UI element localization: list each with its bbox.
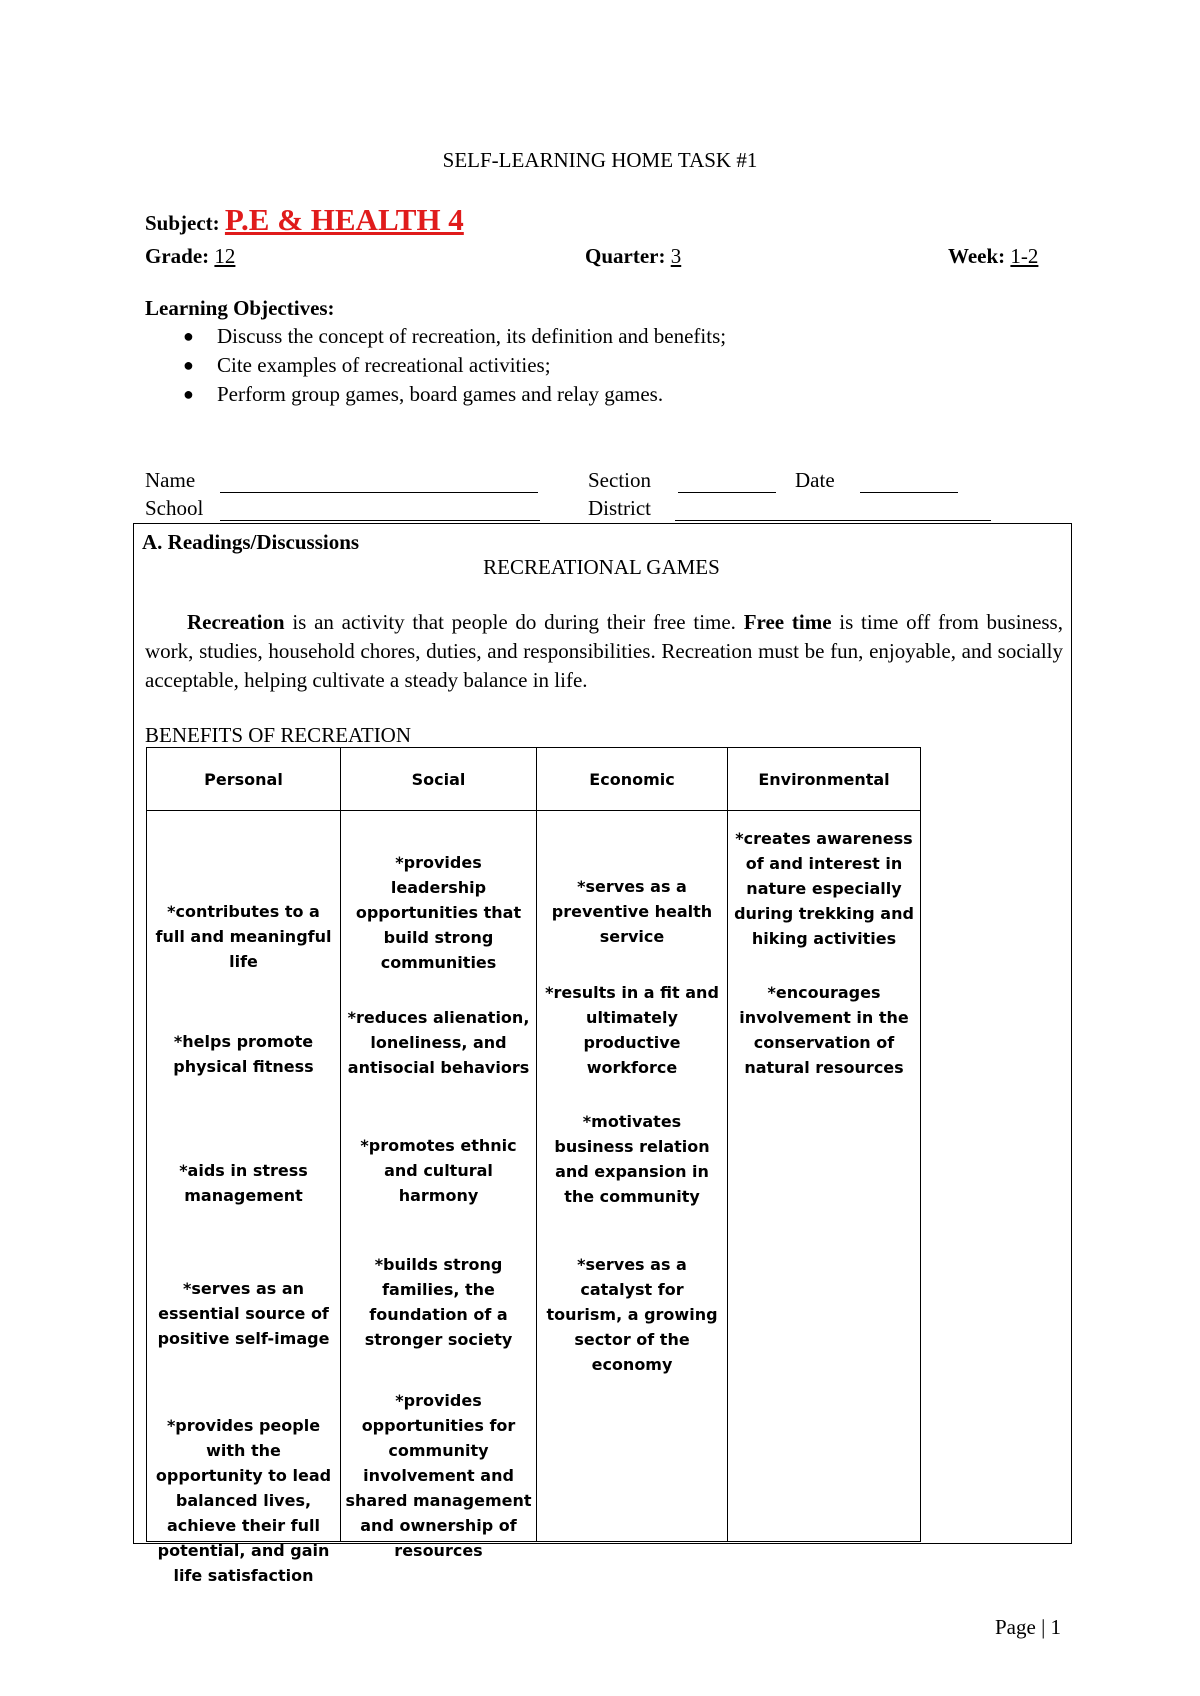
subject-label: Subject: — [145, 211, 220, 235]
grade-line — [145, 244, 235, 269]
objectives-title: Learning Objectives: — [145, 296, 335, 320]
list-item: *helps promote physical fitness — [173, 1032, 314, 1076]
objectives-list — [145, 322, 726, 409]
bullet-icon: ● — [183, 384, 194, 404]
subject-value: P.E & HEALTH 4 — [224, 202, 464, 237]
list-item: *promotes ethnic and cultural harmony — [360, 1136, 517, 1205]
quarter-label: Quarter: — [585, 244, 666, 268]
header-economic: Economic — [537, 748, 728, 811]
grade-value: 12 — [214, 244, 236, 268]
name-label: Name — [145, 468, 196, 492]
recreational-games-title: RECREATIONAL GAMES — [483, 555, 720, 579]
list-item: *reduces alienation, loneliness, and antisocial behaviors — [347, 1008, 530, 1077]
section-label: Section — [588, 468, 651, 492]
week-value: 1-2 — [1010, 244, 1039, 268]
list-item: *motivates business relation and expansion in the community — [554, 1112, 710, 1206]
section-field[interactable] — [678, 492, 776, 493]
list-item: *serves as a catalyst for tourism, a growing sector of the economy — [546, 1255, 718, 1374]
list-item: *creates awareness of and interest in nature especially during trekking and hiking activities — [734, 829, 914, 948]
list-item: *serves as a preventive health service — [551, 877, 713, 946]
list-item: *serves as an essential source of positive self-image — [157, 1279, 330, 1348]
section-a-heading: A. Readings/Discussions — [142, 530, 360, 554]
recreation-paragraph: Recreation is an activity that people do during their free time. Free time is time off from business, work, studies, household chores, duties, and responsibilities. Recreation must be fun, enjoyable, and socially acceptable, helping cultivate a steady balance in life. — [145, 610, 1063, 692]
objective-item: ● Discuss the concept of recreation, its definition and benefits; — [145, 322, 726, 351]
week-label: Week: — [948, 244, 1006, 268]
table-row — [147, 811, 921, 1542]
personal-column — [147, 811, 341, 1585]
subject-line — [145, 202, 464, 238]
economic-column — [537, 811, 728, 1542]
quarter-line — [585, 244, 681, 269]
header-social: Social — [341, 748, 537, 811]
district-label: District — [588, 496, 651, 520]
name-field[interactable] — [220, 492, 538, 493]
list-item: *encourages involvement in the conservation of natural resources — [739, 983, 909, 1077]
table-header-row — [147, 748, 921, 811]
grade-label: Grade: — [145, 244, 210, 268]
school-label: School — [145, 496, 204, 520]
bullet-icon: ● — [183, 326, 194, 346]
week-line — [948, 244, 1038, 269]
list-item: *builds strong families, the foundation of a stronger society — [364, 1255, 513, 1349]
environmental-column — [728, 811, 921, 1542]
list-item: *provides opportunities for community involvement and shared management and ownership of resources — [345, 1391, 532, 1560]
quarter-value: 3 — [670, 244, 682, 268]
bullet-icon: ● — [183, 355, 194, 375]
list-item: *aids in stress management — [179, 1161, 308, 1205]
social-column — [341, 811, 537, 1560]
list-item: *results in a fit and ultimately productive workforce — [545, 983, 719, 1077]
objective-item: ● Cite examples of recreational activities; — [145, 351, 726, 380]
list-item: *contributes to a full and meaningful life — [155, 902, 332, 971]
list-item: *provides leadership opportunities that build strong communities — [355, 853, 522, 972]
benefits-table — [146, 747, 921, 1585]
term-free-time: Free time — [743, 610, 832, 634]
date-label: Date — [795, 468, 835, 492]
objective-item: ● Perform group games, board games and relay games. — [145, 380, 726, 409]
page-number: Page | 1 — [995, 1615, 1062, 1639]
benefits-title: BENEFITS OF RECREATION — [145, 723, 412, 747]
district-field[interactable] — [675, 520, 991, 521]
list-item: *provides people with the opportunity to lead balanced lives, achieve their full potential, and gain life satisfaction — [155, 1416, 332, 1585]
task-title: SELF-LEARNING HOME TASK #1 — [442, 148, 758, 172]
header-environmental: Environmental — [728, 748, 921, 811]
term-recreation: Recreation — [187, 610, 285, 634]
school-field[interactable] — [220, 520, 540, 521]
header-personal: Personal — [147, 748, 341, 811]
date-field[interactable] — [860, 492, 958, 493]
